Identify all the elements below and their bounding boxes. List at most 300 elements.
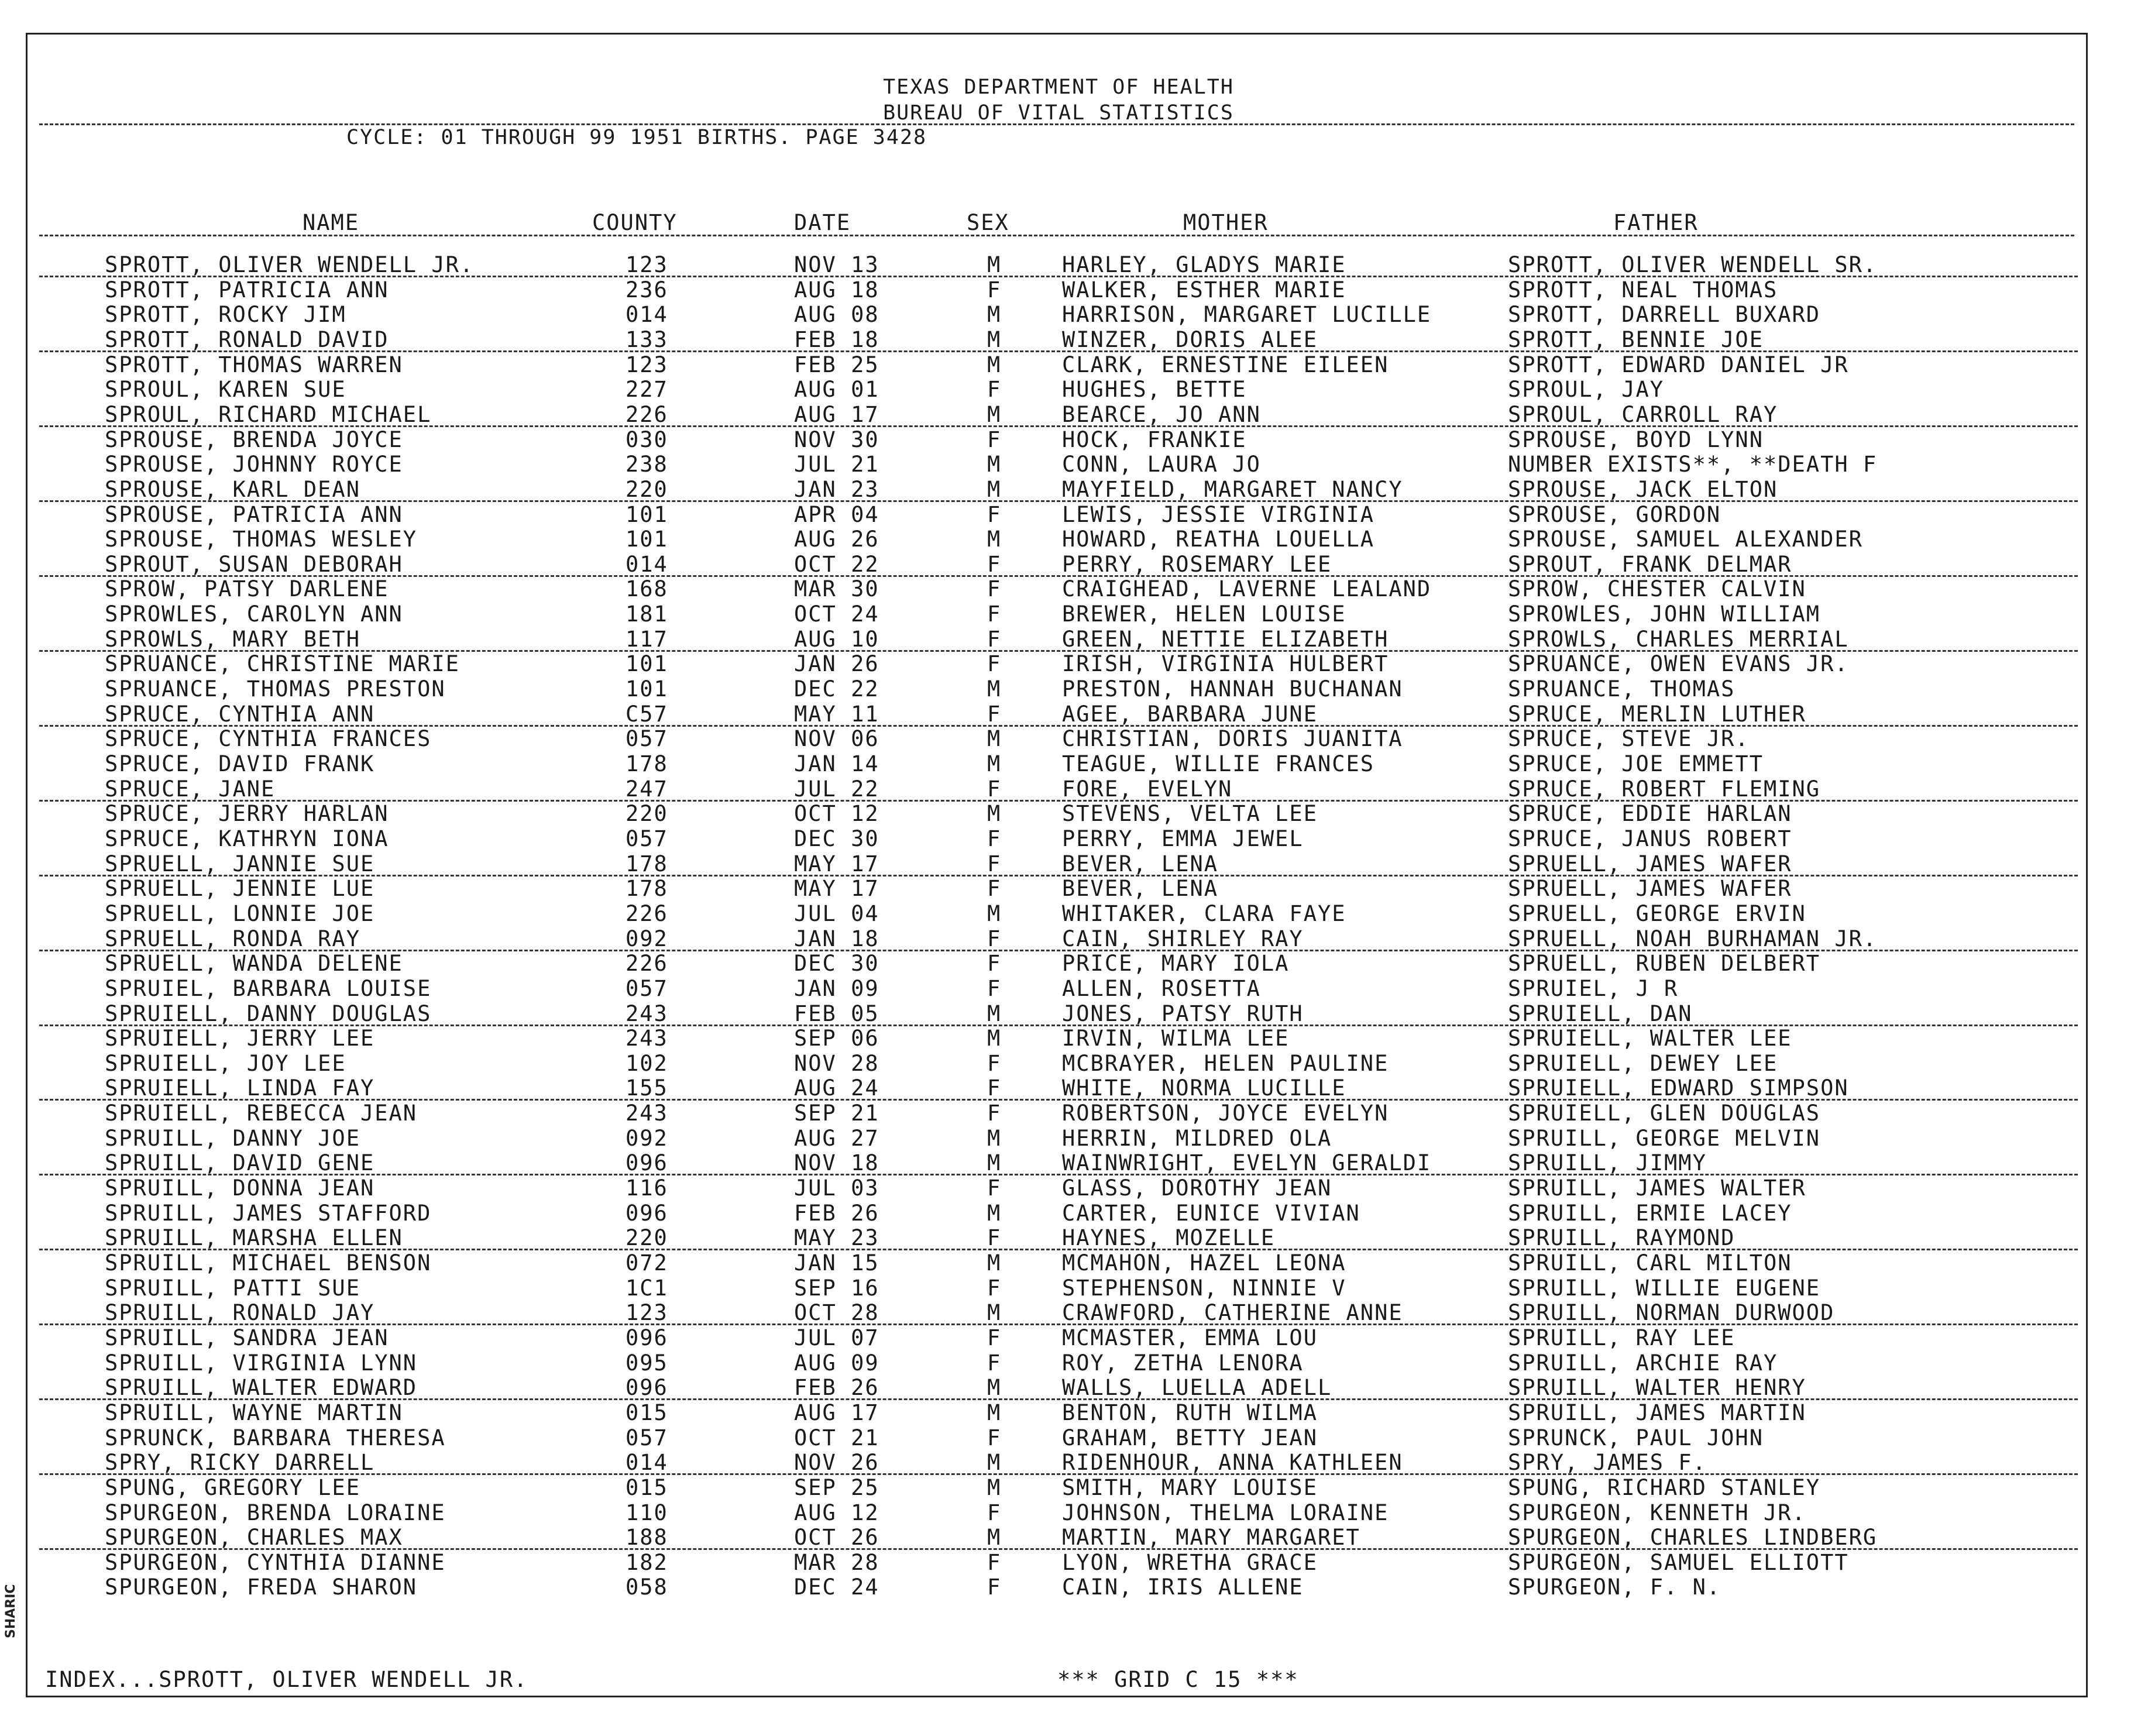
record-county: 178 <box>626 876 668 902</box>
record-county: 155 <box>626 1075 668 1101</box>
record-name: SPRUILL, PATTI SUE <box>105 1275 360 1301</box>
record-row <box>28 826 2090 851</box>
record-father: SPRUIELL, WALTER LEE <box>1508 1026 1792 1051</box>
record-date: NOV 30 <box>794 427 879 452</box>
record-mother: HOCK, FRANKIE <box>1062 427 1247 452</box>
record-father: SPROUT, FRANK DELMAR <box>1508 551 1792 577</box>
record-father: SPRUCE, EDDIE HARLAN <box>1508 801 1792 827</box>
record-sex: F <box>987 1500 1002 1525</box>
record-row <box>28 1375 2090 1400</box>
record-sex: M <box>987 1525 1002 1551</box>
record-county: 101 <box>626 676 668 702</box>
record-name: SPROUSE, PATRICIA ANN <box>105 501 403 527</box>
record-county: 095 <box>626 1350 668 1376</box>
record-row <box>28 352 2090 377</box>
record-date: OCT 26 <box>794 1525 879 1551</box>
record-county: 057 <box>626 1425 668 1450</box>
record-row <box>28 402 2090 427</box>
record-sex: F <box>987 551 1002 577</box>
record-father: SPRUIELL, GLEN DOUGLAS <box>1508 1101 1821 1126</box>
record-father: SPRUILL, WILLIE EUGENE <box>1508 1275 1821 1301</box>
record-county: 227 <box>626 377 668 403</box>
record-mother: HARLEY, GLADYS MARIE <box>1062 252 1346 277</box>
record-row <box>28 1276 2090 1300</box>
record-mother: FORE, EVELYN <box>1062 776 1233 802</box>
record-county: 096 <box>626 1200 668 1226</box>
record-county: 123 <box>626 252 668 277</box>
record-name: SPROUL, RICHARD MICHAEL <box>105 401 432 427</box>
record-mother: BEVER, LENA <box>1062 876 1219 902</box>
record-name: SPROUT, SUSAN DEBORAH <box>105 551 403 577</box>
record-name: SPRUILL, VIRGINIA LYNN <box>105 1350 418 1376</box>
record-father: SPROWLES, JOHN WILLIAM <box>1508 601 1821 627</box>
record-father: SPRUILL, JIMMY <box>1508 1150 1707 1176</box>
record-county: 243 <box>626 1101 668 1126</box>
record-row <box>28 1250 2090 1275</box>
record-mother: WAINWRIGHT, EVELYN GERALDI <box>1062 1150 1432 1176</box>
record-county: 102 <box>626 1050 668 1076</box>
record-father: SPROTT, OLIVER WENDELL SR. <box>1508 252 1878 277</box>
record-date: NOV 06 <box>794 726 879 752</box>
record-mother: SMITH, MARY LOUISE <box>1062 1474 1318 1500</box>
record-mother: IRISH, VIRGINIA HULBERT <box>1062 651 1389 677</box>
record-row <box>28 976 2090 1001</box>
record-date: JAN 26 <box>794 651 879 677</box>
record-row <box>28 377 2090 401</box>
record-name: SPRUILL, WAYNE MARTIN <box>105 1400 403 1425</box>
record-father: SPRUIELL, DAN <box>1508 1001 1693 1026</box>
grid-footer: *** GRID C 15 *** <box>1057 1667 1299 1692</box>
record-date: AUG 01 <box>794 377 879 403</box>
record-name: SPRUCE, CYNTHIA FRANCES <box>105 726 432 752</box>
record-date: APR 04 <box>794 501 879 527</box>
record-mother: ROBERTSON, JOYCE EVELYN <box>1062 1101 1389 1126</box>
record-sex: F <box>987 926 1002 951</box>
record-county: 133 <box>626 326 668 352</box>
record-sex: F <box>987 626 1002 652</box>
record-row <box>28 951 2090 975</box>
record-date: JUL 21 <box>794 452 879 477</box>
record-name: SPRY, RICKY DARRELL <box>105 1450 375 1476</box>
record-sex: M <box>987 1001 1002 1026</box>
record-mother: PRICE, MARY IOLA <box>1062 951 1290 977</box>
record-name: SPROTT, RONALD DAVID <box>105 326 389 352</box>
record-mother: HUGHES, BETTE <box>1062 377 1247 403</box>
record-sex: M <box>987 801 1002 827</box>
record-date: NOV 26 <box>794 1450 879 1476</box>
record-county: 123 <box>626 1300 668 1326</box>
record-county: 057 <box>626 726 668 752</box>
record-father: SPROUSE, JACK ELTON <box>1508 476 1778 502</box>
record-mother: HAYNES, MOZELLE <box>1062 1225 1276 1251</box>
record-name: SPRUCE, JERRY HARLAN <box>105 801 389 827</box>
record-sex: F <box>987 826 1002 851</box>
record-sex: M <box>987 1125 1002 1151</box>
record-county: 168 <box>626 576 668 602</box>
record-date: NOV 18 <box>794 1150 879 1176</box>
record-name: SPRUCE, JANE <box>105 776 276 802</box>
record-father: SPRUELL, JAMES WAFER <box>1508 876 1792 902</box>
record-father: SPRUILL, WALTER HENRY <box>1508 1375 1806 1401</box>
record-sex: M <box>987 1300 1002 1326</box>
record-mother: WINZER, DORIS ALEE <box>1062 326 1318 352</box>
record-mother: MARTIN, MARY MARGARET <box>1062 1525 1360 1551</box>
record-date: JUL 22 <box>794 776 879 802</box>
record-row <box>28 926 2090 951</box>
record-sex: M <box>987 751 1002 776</box>
record-mother: BREWER, HELEN LOUISE <box>1062 601 1346 627</box>
record-row <box>28 726 2090 751</box>
record-father: SPURGEON, CHARLES LINDBERG <box>1508 1525 1878 1551</box>
record-county: 226 <box>626 951 668 977</box>
record-row <box>28 1126 2090 1150</box>
record-date: JUL 07 <box>794 1325 879 1350</box>
record-date: JAN 18 <box>794 926 879 951</box>
record-mother: IRVIN, WILMA LEE <box>1062 1026 1290 1051</box>
record-mother: HARRISON, MARGARET LUCILLE <box>1062 302 1432 328</box>
record-sex: F <box>987 1575 1002 1600</box>
record-name: SPROUSE, JOHNNY ROYCE <box>105 452 403 477</box>
record-mother: PRESTON, HANNAH BUCHANAN <box>1062 676 1403 702</box>
record-row <box>28 1101 2090 1125</box>
record-sex: M <box>987 326 1002 352</box>
record-date: NOV 28 <box>794 1050 879 1076</box>
record-date: AUG 17 <box>794 401 879 427</box>
record-sex: M <box>987 1150 1002 1176</box>
record-name: SPROUSE, KARL DEAN <box>105 476 360 502</box>
record-mother: STEVENS, VELTA LEE <box>1062 801 1318 827</box>
record-row <box>28 651 2090 676</box>
record-name: SPROWLES, CAROLYN ANN <box>105 601 403 627</box>
record-name: SPRUANCE, CHRISTINE MARIE <box>105 651 460 677</box>
record-row <box>28 1350 2090 1375</box>
record-name: SPRUILL, SANDRA JEAN <box>105 1325 389 1350</box>
record-county: 101 <box>626 501 668 527</box>
record-county: 247 <box>626 776 668 802</box>
record-mother: CHRISTIAN, DORIS JUANITA <box>1062 726 1403 752</box>
record-father: SPRUELL, RUBEN DELBERT <box>1508 951 1821 977</box>
record-date: MAY 17 <box>794 876 879 902</box>
record-name: SPRUELL, LONNIE JOE <box>105 900 375 926</box>
record-mother: LEWIS, JESSIE VIRGINIA <box>1062 501 1375 527</box>
record-mother: CARTER, EUNICE VIVIAN <box>1062 1200 1360 1226</box>
record-mother: GLASS, DOROTHY JEAN <box>1062 1175 1332 1201</box>
side-stamp: SHARIC <box>4 1584 18 1638</box>
record-date: AUG 08 <box>794 302 879 328</box>
col-header-county: COUNTY <box>592 210 678 235</box>
record-date: AUG 10 <box>794 626 879 652</box>
record-sex: F <box>987 876 1002 902</box>
record-sex: F <box>987 1425 1002 1450</box>
record-row <box>28 1500 2090 1525</box>
index-footer: INDEX...SPROTT, OLIVER WENDELL JR. <box>45 1667 528 1692</box>
cycle-line: CYCLE: 01 THROUGH 99 1951 BIRTHS. PAGE 3428 <box>346 126 927 149</box>
record-county: 057 <box>626 826 668 851</box>
printout-frame <box>26 33 2088 1697</box>
record-row <box>28 1201 2090 1225</box>
record-date: AUG 12 <box>794 1500 879 1525</box>
record-row <box>28 1450 2090 1474</box>
record-mother: CAIN, IRIS ALLENE <box>1062 1575 1304 1600</box>
record-mother: WHITE, NORMA LUCILLE <box>1062 1075 1346 1101</box>
record-name: SPRUCE, KATHRYN IONA <box>105 826 389 851</box>
record-date: AUG 24 <box>794 1075 879 1101</box>
record-father: SPRUILL, JAMES WALTER <box>1508 1175 1806 1201</box>
record-date: MAR 28 <box>794 1549 879 1575</box>
record-sex: M <box>987 1200 1002 1226</box>
record-date: DEC 30 <box>794 951 879 977</box>
record-date: OCT 22 <box>794 551 879 577</box>
record-row <box>28 252 2090 277</box>
record-mother: HOWARD, REATHA LOUELLA <box>1062 527 1375 552</box>
record-father: SPUNG, RICHARD STANLEY <box>1508 1474 1821 1500</box>
record-name: SPRUILL, MICHAEL BENSON <box>105 1250 432 1276</box>
record-row <box>28 452 2090 476</box>
record-county: 220 <box>626 1225 668 1251</box>
record-mother: GREEN, NETTIE ELIZABETH <box>1062 626 1389 652</box>
record-date: OCT 28 <box>794 1300 879 1326</box>
record-sex: M <box>987 401 1002 427</box>
record-date: MAY 11 <box>794 701 879 727</box>
record-county: 101 <box>626 651 668 677</box>
record-date: SEP 25 <box>794 1474 879 1500</box>
record-name: SPROWLS, MARY BETH <box>105 626 360 652</box>
record-county: 226 <box>626 401 668 427</box>
record-name: SPUNG, GREGORY LEE <box>105 1474 360 1500</box>
record-mother: ALLEN, ROSETTA <box>1062 975 1261 1001</box>
record-row <box>28 1425 2090 1450</box>
record-father: SPRUELL, NOAH BURHAMAN JR. <box>1508 926 1878 951</box>
record-date: MAR 30 <box>794 576 879 602</box>
record-name: SPRUELL, RONDA RAY <box>105 926 360 951</box>
record-date: JUL 04 <box>794 900 879 926</box>
record-date: AUG 09 <box>794 1350 879 1376</box>
record-sex: M <box>987 1450 1002 1476</box>
col-header-sex: SEX <box>967 210 1009 235</box>
record-name: SPRUIELL, LINDA FAY <box>105 1075 375 1101</box>
record-county: 096 <box>626 1325 668 1350</box>
record-father: SPRUIEL, J R <box>1508 975 1679 1001</box>
record-sex: M <box>987 1474 1002 1500</box>
record-row <box>28 302 2090 326</box>
record-county: 188 <box>626 1525 668 1551</box>
record-father: SPROUSE, BOYD LYNN <box>1508 427 1764 452</box>
record-mother: HERRIN, MILDRED OLA <box>1062 1125 1332 1151</box>
record-county: 015 <box>626 1400 668 1425</box>
record-sex: F <box>987 701 1002 727</box>
record-county: 243 <box>626 1001 668 1026</box>
record-sex: M <box>987 1375 1002 1401</box>
record-mother: CAIN, SHIRLEY RAY <box>1062 926 1304 951</box>
record-mother: TEAGUE, WILLIE FRANCES <box>1062 751 1375 776</box>
record-row <box>28 851 2090 876</box>
record-name: SPRUELL, WANDA DELENE <box>105 951 403 977</box>
record-sex: M <box>987 352 1002 377</box>
record-date: DEC 30 <box>794 826 879 851</box>
record-mother: CRAWFORD, CATHERINE ANNE <box>1062 1300 1403 1326</box>
record-row <box>28 427 2090 452</box>
record-sex: M <box>987 302 1002 328</box>
record-date: MAY 23 <box>794 1225 879 1251</box>
record-mother: PERRY, EMMA JEWEL <box>1062 826 1304 851</box>
record-name: SPRUILL, MARSHA ELLEN <box>105 1225 403 1251</box>
record-row <box>28 1001 2090 1026</box>
record-county: 072 <box>626 1250 668 1276</box>
record-name: SPURGEON, CHARLES MAX <box>105 1525 403 1551</box>
record-name: SPRUILL, DAVID GENE <box>105 1150 375 1176</box>
col-header-mother: MOTHER <box>1183 210 1269 235</box>
record-date: JAN 09 <box>794 975 879 1001</box>
record-row <box>28 1300 2090 1325</box>
record-county: 123 <box>626 352 668 377</box>
record-sex: F <box>987 1275 1002 1301</box>
records-list <box>28 35 2090 1699</box>
record-mother: WHITAKER, CLARA FAYE <box>1062 900 1346 926</box>
record-father: SPURGEON, F. N. <box>1508 1575 1721 1600</box>
record-sex: M <box>987 1400 1002 1425</box>
col-header-date: DATE <box>794 210 851 235</box>
record-father: SPRUNCK, PAUL JOHN <box>1508 1425 1764 1450</box>
record-mother: ROY, ZETHA LENORA <box>1062 1350 1304 1376</box>
record-father: SPURGEON, KENNETH JR. <box>1508 1500 1806 1525</box>
record-father: SPRUILL, CARL MILTON <box>1508 1250 1792 1276</box>
record-sex: M <box>987 452 1002 477</box>
record-name: SPRUILL, DANNY JOE <box>105 1125 360 1151</box>
record-row <box>28 1026 2090 1050</box>
record-county: 092 <box>626 926 668 951</box>
record-county: 092 <box>626 1125 668 1151</box>
record-date: JAN 23 <box>794 476 879 502</box>
record-date: FEB 26 <box>794 1375 879 1401</box>
record-father: SPRUILL, RAYMOND <box>1508 1225 1736 1251</box>
col-header-father: FATHER <box>1613 210 1699 235</box>
record-date: FEB 26 <box>794 1200 879 1226</box>
record-row <box>28 477 2090 501</box>
record-mother: WALLS, LUELLA ADELL <box>1062 1375 1332 1401</box>
record-row <box>28 801 2090 826</box>
record-name: SPRUIELL, JOY LEE <box>105 1050 346 1076</box>
record-father: SPRUILL, ARCHIE RAY <box>1508 1350 1778 1376</box>
record-row <box>28 676 2090 701</box>
record-name: SPRUCE, CYNTHIA ANN <box>105 701 375 727</box>
record-sex: F <box>987 975 1002 1001</box>
record-father: SPROTT, DARRELL BUXARD <box>1508 302 1821 328</box>
record-row <box>28 702 2090 726</box>
record-date: DEC 22 <box>794 676 879 702</box>
col-header-name: NAME <box>303 210 360 235</box>
record-father: SPROWLS, CHARLES MERRIAL <box>1508 626 1849 652</box>
record-name: SPRUILL, JAMES STAFFORD <box>105 1200 432 1226</box>
record-name: SPRUIELL, DANNY DOUGLAS <box>105 1001 432 1026</box>
record-date: FEB 25 <box>794 352 879 377</box>
record-county: 226 <box>626 900 668 926</box>
record-row <box>28 1051 2090 1075</box>
record-name: SPURGEON, BRENDA LORAINE <box>105 1500 446 1525</box>
record-row <box>28 1225 2090 1250</box>
record-mother: PERRY, ROSEMARY LEE <box>1062 551 1332 577</box>
record-name: SPROTT, THOMAS WARREN <box>105 352 403 377</box>
record-sex: F <box>987 1175 1002 1201</box>
record-father: SPRUILL, JAMES MARTIN <box>1508 1400 1806 1425</box>
record-row <box>28 751 2090 776</box>
record-name: SPRUIELL, JERRY LEE <box>105 1026 375 1051</box>
record-county: 101 <box>626 527 668 552</box>
record-name: SPROUSE, THOMAS WESLEY <box>105 527 418 552</box>
record-name: SPRUANCE, THOMAS PRESTON <box>105 676 446 702</box>
record-father: SPROTT, BENNIE JOE <box>1508 326 1764 352</box>
record-name: SPRUIEL, BARBARA LOUISE <box>105 975 432 1001</box>
record-date: SEP 06 <box>794 1026 879 1051</box>
record-county: 1C1 <box>626 1275 668 1301</box>
record-father: SPRUILL, RAY LEE <box>1508 1325 1736 1350</box>
record-row <box>28 576 2090 601</box>
record-row <box>28 876 2090 900</box>
record-sex: M <box>987 252 1002 277</box>
record-sex: F <box>987 851 1002 876</box>
record-name: SPROW, PATSY DARLENE <box>105 576 389 602</box>
record-father: SPURGEON, SAMUEL ELLIOTT <box>1508 1549 1849 1575</box>
record-county: 014 <box>626 1450 668 1476</box>
record-date: MAY 17 <box>794 851 879 876</box>
record-father: NUMBER EXISTS**, **DEATH F <box>1508 452 1878 477</box>
record-date: NOV 13 <box>794 252 879 277</box>
record-father: SPRUANCE, THOMAS <box>1508 676 1736 702</box>
record-county: 015 <box>626 1474 668 1500</box>
record-row <box>28 1075 2090 1100</box>
record-row <box>28 1550 2090 1575</box>
record-father: SPRUELL, JAMES WAFER <box>1508 851 1792 876</box>
record-mother: MCMAHON, HAZEL LEONA <box>1062 1250 1346 1276</box>
record-county: 096 <box>626 1150 668 1176</box>
record-mother: CONN, LAURA JO <box>1062 452 1261 477</box>
record-mother: AGEE, BARBARA JUNE <box>1062 701 1318 727</box>
record-sex: M <box>987 676 1002 702</box>
record-sex: F <box>987 1050 1002 1076</box>
record-father: SPROTT, EDWARD DANIEL JR <box>1508 352 1849 377</box>
record-row <box>28 1400 2090 1425</box>
record-father: SPRUILL, NORMAN DURWOOD <box>1508 1300 1835 1326</box>
record-name: SPROTT, ROCKY JIM <box>105 302 346 328</box>
record-row <box>28 327 2090 352</box>
record-sex: M <box>987 1026 1002 1051</box>
record-mother: JOHNSON, THELMA LORAINE <box>1062 1500 1389 1525</box>
record-date: DEC 24 <box>794 1575 879 1600</box>
record-name: SPRUELL, JANNIE SUE <box>105 851 375 876</box>
record-father: SPRUCE, JOE EMMETT <box>1508 751 1764 776</box>
record-mother: GRAHAM, BETTY JEAN <box>1062 1425 1318 1450</box>
record-date: SEP 21 <box>794 1101 879 1126</box>
record-row <box>28 1175 2090 1200</box>
record-date: JAN 14 <box>794 751 879 776</box>
record-father: SPROUSE, GORDON <box>1508 501 1721 527</box>
record-father: SPRUIELL, EDWARD SIMPSON <box>1508 1075 1849 1101</box>
record-county: 181 <box>626 601 668 627</box>
record-row <box>28 776 2090 801</box>
record-mother: BEVER, LENA <box>1062 851 1219 876</box>
record-sex: F <box>987 776 1002 802</box>
record-county: 030 <box>626 427 668 452</box>
record-name: SPRUELL, JENNIE LUE <box>105 876 375 902</box>
record-row <box>28 527 2090 551</box>
record-sex: M <box>987 900 1002 926</box>
record-name: SPRUILL, DONNA JEAN <box>105 1175 375 1201</box>
record-row <box>28 552 2090 576</box>
record-father: SPRUANCE, OWEN EVANS JR. <box>1508 651 1849 677</box>
record-mother: BEARCE, JO ANN <box>1062 401 1261 427</box>
record-county: 182 <box>626 1549 668 1575</box>
record-row <box>28 601 2090 626</box>
header-title: TEXAS DEPARTMENT OF HEALTH <box>883 75 1234 99</box>
